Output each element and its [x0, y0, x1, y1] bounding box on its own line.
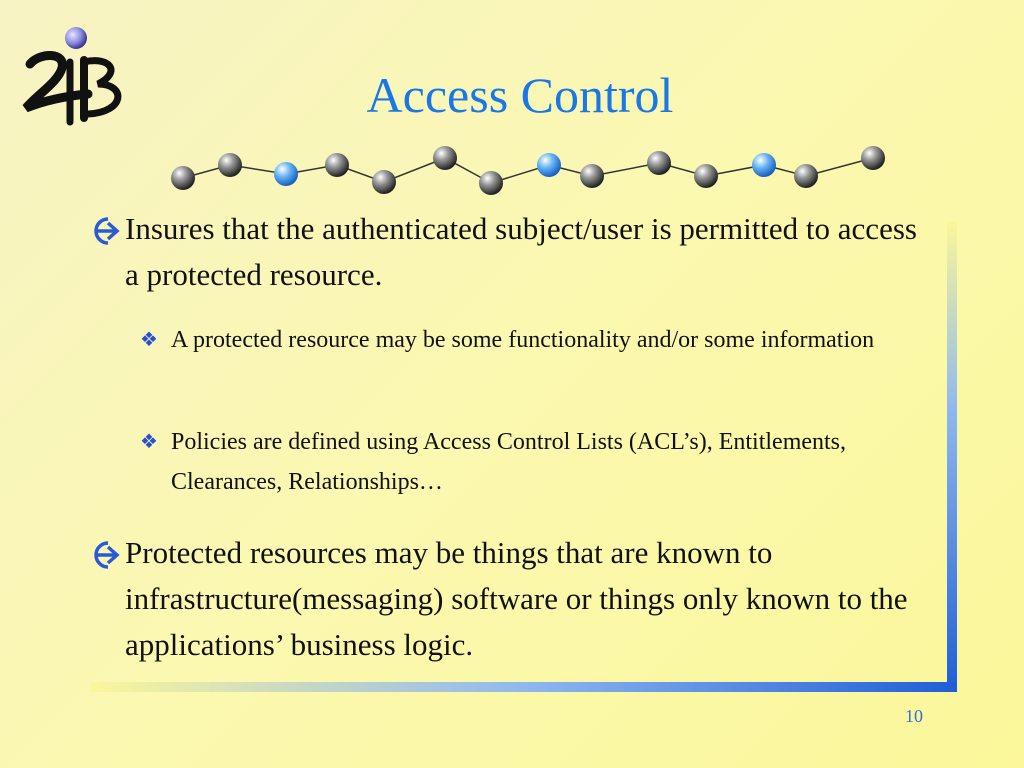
- sub-bullet-text: A protected resource may be some functionality and/or some information: [171, 327, 875, 353]
- page-number: 10: [905, 706, 923, 726]
- bullet-text: Protected resources may be things that are known to infrastructure(messaging) software or things only known to the applications’ business logic.: [125, 535, 908, 662]
- slide-title: Access Control: [366, 67, 674, 123]
- diamond-cluster-icon: ❖: [140, 431, 158, 453]
- panel-shadow-right: [947, 222, 957, 692]
- bullet-text: Insures that the authenticated subject/user is permitted to access a protected resource.: [125, 211, 917, 292]
- panel-shadow-bottom: [90, 682, 957, 692]
- arrow-circle-icon: [88, 530, 122, 576]
- bead-chain-divider: [160, 140, 900, 200]
- diamond-cluster-icon: ❖: [140, 329, 158, 351]
- sub-bullet-text: Policies are defined using Access Control Lists (ACL’s), Entitlements, Clearances, Relationships…: [171, 429, 847, 495]
- arrow-circle-icon: [88, 206, 122, 252]
